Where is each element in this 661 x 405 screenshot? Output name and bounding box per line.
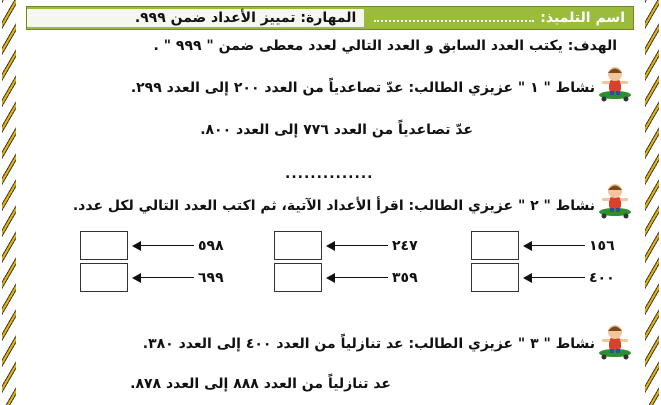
given-number: ٢٤٧ [392, 237, 418, 254]
answer-box[interactable] [274, 231, 322, 260]
skateboard-kid-icon [596, 181, 634, 219]
activity-3-second-line: عد تنازلياً من العدد ٨٨٨ إلى العدد ٨٧٨. [130, 376, 391, 392]
activity-1-instruction: نشاط " ١ " عزيزي الطالب: عدّ تصاعدياً من العدد ٢٠٠ إلى العدد ٢٩٩. [130, 80, 595, 96]
next-number-item [80, 231, 240, 260]
student-name-blank [374, 11, 534, 22]
activity-1-second-line: عدّ تصاعدياً من العدد ٧٧٦ إلى العدد ٨٠٠. [200, 122, 473, 138]
answer-box[interactable] [80, 263, 128, 292]
skill-title: المهارة: تمييز الأعداد ضمن ٩٩٩. [27, 9, 364, 27]
skateboard-kid-icon [596, 322, 634, 360]
pencil-border-left [2, 0, 16, 405]
next-number-item [80, 263, 240, 292]
answer-box[interactable] [471, 263, 519, 292]
answer-box[interactable] [471, 231, 519, 260]
objective-text: الهدف: يكتب العدد السابق و العدد التالي لعدد معطى ضمن " ٩٩٩ " . [153, 38, 617, 54]
given-number: ٥٩٨ [198, 237, 224, 254]
next-number-item [471, 263, 631, 292]
worksheet-header [26, 6, 634, 30]
arrow-left-icon [523, 241, 585, 251]
separator-dots: .............. [285, 166, 374, 182]
arrow-left-icon [132, 273, 194, 283]
answer-box[interactable] [80, 231, 128, 260]
activity-3-instruction: نشاط " ٣ " عزيزي الطالب: عد تنازلياً من العدد ٤٠٠ إلى العدد ٣٨٠. [142, 336, 595, 352]
student-name-label: اسم التلميذ: [540, 10, 625, 26]
given-number: ١٥٦ [589, 237, 615, 254]
arrow-left-icon [326, 273, 388, 283]
next-number-item [471, 231, 631, 260]
pencil-border-right [645, 0, 659, 405]
arrow-left-icon [523, 273, 585, 283]
given-number: ٤٠٠ [589, 269, 615, 286]
given-number: ٦٩٩ [198, 269, 224, 286]
activity-2-instruction: نشاط " ٢ " عزيزي الطالب: اقرأ الأعداد الآتية، ثم اكتب العدد التالي لكل عدد. [72, 198, 595, 214]
arrow-left-icon [326, 241, 388, 251]
given-number: ٣٥٩ [392, 269, 418, 286]
skateboard-kid-icon [596, 64, 634, 102]
next-number-item [274, 231, 434, 260]
answer-box[interactable] [274, 263, 322, 292]
arrow-left-icon [132, 241, 194, 251]
next-number-item [274, 263, 434, 292]
